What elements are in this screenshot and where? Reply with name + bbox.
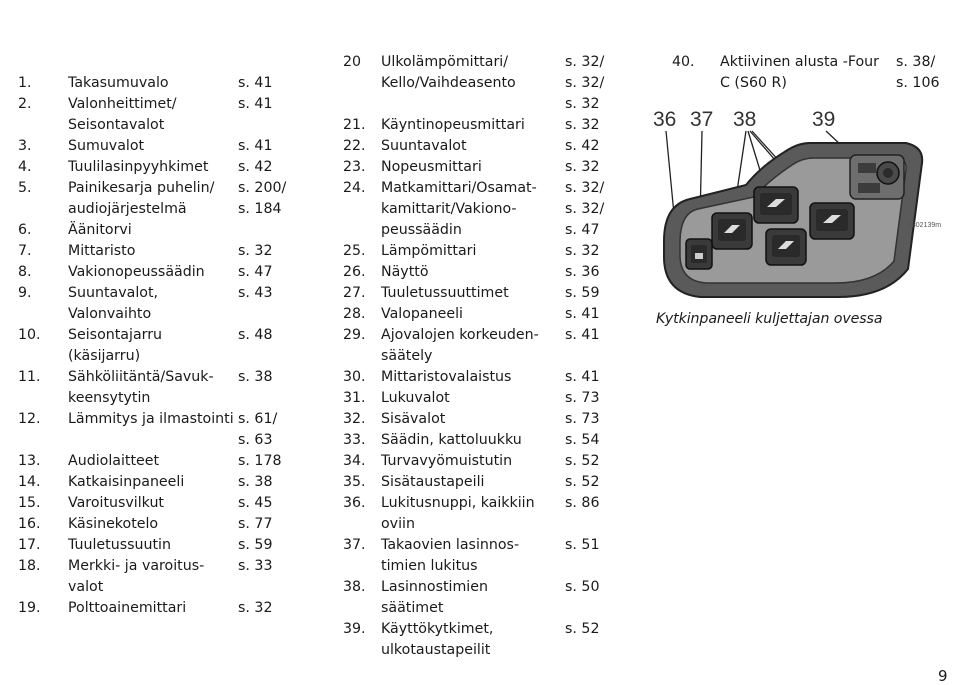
index-entry <box>343 367 633 388</box>
entry-page: s. 32 <box>565 117 600 133</box>
callout-label: 38 <box>733 108 757 131</box>
index-entry <box>672 52 954 94</box>
entry-page: s. 32/ s. 32/ s. 47 <box>565 180 605 238</box>
entry-number: 3. <box>18 138 32 154</box>
entry-text: Takaovien lasinnos- timien lukitus <box>381 537 520 574</box>
entry-text: Ajovalojen korkeuden- säätely <box>381 327 539 364</box>
entry-number: 24. <box>343 180 366 196</box>
entry-number: 36. <box>343 495 366 511</box>
entry-text: Säädin, kattoluukku <box>381 432 522 448</box>
index-entry <box>18 262 318 283</box>
index-entry <box>18 493 318 514</box>
entry-number: 30. <box>343 369 366 385</box>
image-code: 8802139m <box>908 222 942 229</box>
index-entry <box>18 514 318 535</box>
entry-page: s. 45 <box>238 495 273 511</box>
index-entry <box>343 241 633 262</box>
entry-number: 16. <box>18 516 41 532</box>
entry-text: Käyttökytkimet, ulkotaustapeilit <box>381 621 494 658</box>
entry-page: s. 52 <box>565 453 600 469</box>
index-entry <box>343 619 633 661</box>
callout-label: 37 <box>690 108 714 131</box>
entry-text: Aktiivinen alusta -Four C (S60 R) <box>720 54 879 91</box>
entry-number: 21. <box>343 117 366 133</box>
entry-number: 13. <box>18 453 41 469</box>
entry-page: s. 61/ s. 63 <box>238 411 278 448</box>
index-entry <box>343 283 633 304</box>
entry-page: s. 51 <box>565 537 600 553</box>
entry-text: Äänitorvi <box>68 222 132 238</box>
entry-page: s. 36 <box>565 264 600 280</box>
entry-text: Sisätaustapeili <box>381 474 485 490</box>
entry-text: Audiolaitteet <box>68 453 160 469</box>
entry-page: s. 48 <box>238 327 273 343</box>
entry-number: 33. <box>343 432 366 448</box>
figure-caption: Kytkinpaneeli kuljettajan ovessa <box>656 311 883 327</box>
index-entry <box>18 472 318 493</box>
entry-text: Merkki- ja varoitus- valot <box>68 558 205 595</box>
entry-text: Mittaristo <box>68 243 136 259</box>
entry-text: Matkamittari/Osamat- kamittarit/Vakiono- peussäädin <box>381 180 537 238</box>
index-entry <box>18 241 318 262</box>
entry-number: 34. <box>343 453 366 469</box>
entry-page: s. 42 <box>238 159 273 175</box>
entry-page: s. 32 <box>238 600 273 616</box>
entry-number: 32. <box>343 411 366 427</box>
entry-text: Turvavyömuistutin <box>381 453 513 469</box>
entry-page: s. 59 <box>565 285 600 301</box>
entry-text: Valopaneeli <box>381 306 463 322</box>
entry-text: Näyttö <box>381 264 429 280</box>
entry-page: s. 41 <box>565 327 600 343</box>
index-entry <box>18 94 318 136</box>
entry-text: Valonheittimet/ Seisontavalot <box>68 96 177 133</box>
index-entry <box>18 325 318 367</box>
entry-page: s. 41 <box>238 138 273 154</box>
entry-number: 1. <box>18 75 32 91</box>
index-entry <box>18 556 318 598</box>
entry-page: s. 178 <box>238 453 282 469</box>
entry-page: s. 86 <box>565 495 600 511</box>
index-entry <box>343 472 633 493</box>
entry-number: 23. <box>343 159 366 175</box>
entry-text: Tuulilasinpyyhkimet <box>68 159 209 175</box>
entry-number: 2. <box>18 96 32 112</box>
entry-number: 12. <box>18 411 41 427</box>
entry-page: s. 42 <box>565 138 600 154</box>
entry-text: Käyntinopeusmittari <box>381 117 525 133</box>
entry-page: s. 32 <box>238 243 273 259</box>
index-entry <box>343 52 633 115</box>
mirror-select-right <box>858 183 880 193</box>
index-entry <box>343 430 633 451</box>
index-entry <box>343 409 633 430</box>
callout-label: 39 <box>812 108 836 131</box>
entry-page: s. 43 <box>238 285 273 301</box>
entry-page: s. 59 <box>238 537 273 553</box>
entry-page: s. 200/ s. 184 <box>238 180 287 217</box>
index-entry <box>343 157 633 178</box>
entry-page: s. 52 <box>565 621 600 637</box>
entry-number: 25. <box>343 243 366 259</box>
mirror-select-left <box>858 163 876 173</box>
entry-number: 8. <box>18 264 32 280</box>
index-entry <box>18 283 318 325</box>
entry-page: s. 32 <box>565 159 600 175</box>
entry-page: s. 38 <box>238 474 273 490</box>
entry-text: Lukuvalot <box>381 390 450 406</box>
index-entry <box>343 304 633 325</box>
index-entry <box>18 136 318 157</box>
index-entry <box>343 388 633 409</box>
entry-text: Varoitusvilkut <box>68 495 164 511</box>
index-entry <box>18 409 318 451</box>
entry-number: 4. <box>18 159 32 175</box>
index-entry <box>18 535 318 556</box>
entry-number: 17. <box>18 537 41 553</box>
entry-page: s. 73 <box>565 411 600 427</box>
index-entry <box>343 262 633 283</box>
entry-text: Käsinekotelo <box>68 516 159 532</box>
index-entry <box>343 535 633 577</box>
index-entry <box>18 220 318 241</box>
entry-number: 37. <box>343 537 366 553</box>
index-entry <box>343 451 633 472</box>
entry-number: 40. <box>672 54 695 70</box>
entry-number: 15. <box>18 495 41 511</box>
entry-page: s. 38/ s. 106 <box>896 54 940 91</box>
entry-page: s. 32 <box>565 243 600 259</box>
entry-text: Katkaisinpaneeli <box>68 474 185 490</box>
entry-text: Sumuvalot <box>68 138 145 154</box>
entry-number: 35. <box>343 474 366 490</box>
entry-page: s. 38 <box>238 369 273 385</box>
entry-text: Lämmitys ja ilmastointi <box>68 411 234 427</box>
entry-number: 28. <box>343 306 366 322</box>
lock-icon <box>695 253 703 259</box>
entry-text: Lasinnostimien säätimet <box>381 579 488 616</box>
index-column-2 <box>343 52 633 661</box>
mirror-joystick-center <box>883 168 893 178</box>
entry-number: 7. <box>18 243 32 259</box>
index-entry <box>343 115 633 136</box>
entry-number: 9. <box>18 285 32 301</box>
entry-page: s. 33 <box>238 558 273 574</box>
entry-page: s. 41 <box>238 96 273 112</box>
switch-panel-figure <box>650 103 950 305</box>
page-number: 9 <box>938 667 948 685</box>
callout-label: 36 <box>653 108 677 131</box>
entry-page: s. 41 <box>565 306 600 322</box>
index-column-1 <box>18 73 318 619</box>
index-column-3 <box>672 52 954 94</box>
index-entry <box>18 178 318 220</box>
entry-text: Sähköliitäntä/Savuk- keensytytin <box>68 369 214 406</box>
entry-page: s. 73 <box>565 390 600 406</box>
entry-text: Painikesarja puhelin/ audiojärjestelmä <box>68 180 215 217</box>
index-entry <box>343 178 633 241</box>
entry-number: 31. <box>343 390 366 406</box>
index-entry <box>343 577 633 619</box>
entry-text: Polttoainemittari <box>68 600 187 616</box>
switch-panel-illustration <box>650 103 950 305</box>
entry-text: Ulkolämpömittari/ Kello/Vaihdeasento <box>381 54 516 91</box>
index-entry <box>18 73 318 94</box>
entry-number: 26. <box>343 264 366 280</box>
entry-text: Suuntavalot, Valonvaihto <box>68 285 159 322</box>
entry-page: s. 41 <box>238 75 273 91</box>
index-entry <box>18 598 318 619</box>
entry-number: 10. <box>18 327 41 343</box>
entry-page: s. 54 <box>565 432 600 448</box>
entry-number: 19. <box>18 600 41 616</box>
entry-page: s. 52 <box>565 474 600 490</box>
entry-number: 14. <box>18 474 41 490</box>
index-entry <box>18 451 318 472</box>
entry-text: Sisävalot <box>381 411 446 427</box>
index-entry <box>18 157 318 178</box>
entry-number: 18. <box>18 558 41 574</box>
entry-page: s. 47 <box>238 264 273 280</box>
entry-text: Suuntavalot <box>381 138 467 154</box>
entry-page: s. 32/ s. 32/ s. 32 <box>565 54 605 112</box>
index-entry <box>343 493 633 535</box>
entry-number: 38. <box>343 579 366 595</box>
entry-number: 29. <box>343 327 366 343</box>
entry-text: Takasumuvalo <box>68 75 169 91</box>
entry-page: s. 41 <box>565 369 600 385</box>
entry-text: Tuuletussuutin <box>68 537 171 553</box>
entry-number: 39. <box>343 621 366 637</box>
entry-page: s. 77 <box>238 516 273 532</box>
entry-number: 11. <box>18 369 41 385</box>
entry-number: 6. <box>18 222 32 238</box>
entry-text: Lukitusnuppi, kaikkiin oviin <box>381 495 535 532</box>
entry-text: Mittaristovalaistus <box>381 369 512 385</box>
entry-text: Tuuletussuuttimet <box>381 285 509 301</box>
entry-number: 22. <box>343 138 366 154</box>
entry-number: 27. <box>343 285 366 301</box>
entry-number: 5. <box>18 180 32 196</box>
entry-text: Lämpömittari <box>381 243 477 259</box>
entry-page: s. 50 <box>565 579 600 595</box>
entry-text: Vakionopeussäädin <box>68 264 205 280</box>
index-entry <box>18 367 318 409</box>
entry-text: Nopeusmittari <box>381 159 482 175</box>
index-entry <box>343 325 633 367</box>
entry-number: 20 <box>343 54 362 70</box>
index-entry <box>343 136 633 157</box>
entry-text: Seisontajarru (käsijarru) <box>68 327 163 364</box>
